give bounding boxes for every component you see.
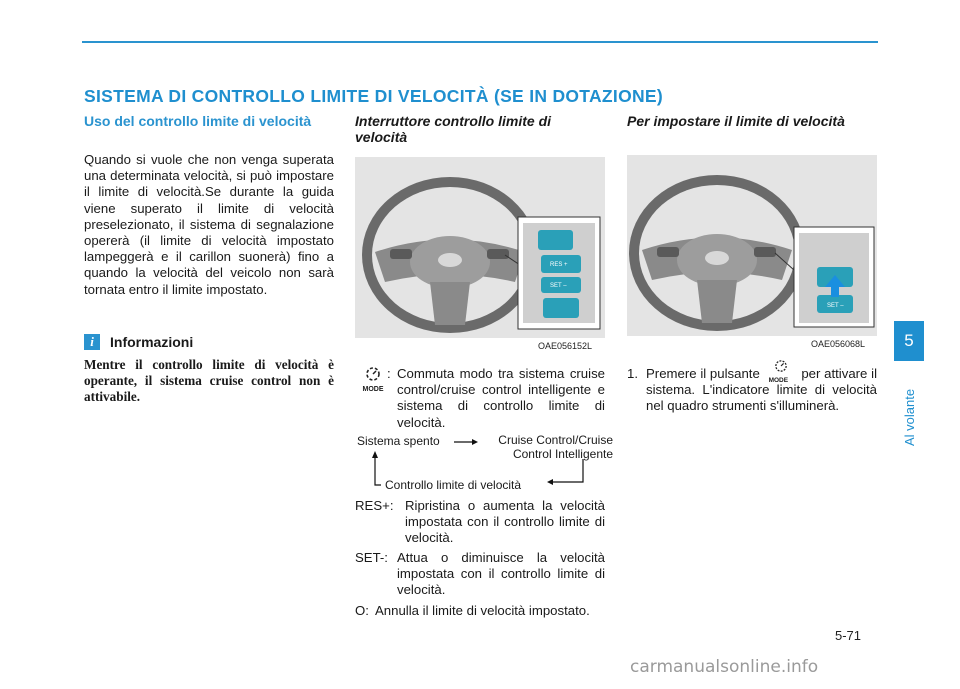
set-limit-heading: Per impostare il limite di velocità — [627, 113, 845, 129]
figure-code-2: OAE056068L — [811, 339, 866, 349]
step-1 — [627, 366, 877, 415]
info-title: Informazioni — [110, 334, 194, 350]
footer-watermark: carmanualsonline.info — [630, 657, 819, 677]
steering-wheel-illustration-2 — [627, 155, 877, 336]
res-description — [355, 498, 605, 547]
mode-button — [538, 230, 573, 250]
step-text-post: per attivare il sistema. L'indicatore limite di velocità nel quadro strumenti s'illuminerà. — [646, 366, 877, 414]
step-text-pre: Premere il pulsante — [646, 366, 760, 381]
subsection-title: Uso del controllo limite di velocità — [84, 113, 312, 129]
cancel-button — [543, 298, 579, 318]
steering-wheel-figure-1 — [355, 157, 605, 338]
chapter-number-tab: 5 — [894, 321, 924, 361]
res-prefix: RES+: — [355, 498, 394, 513]
chapter-label-text: Al volante — [902, 388, 917, 446]
res-zoom-label: RES + — [550, 262, 568, 268]
mode-icon — [355, 366, 391, 398]
diagram-limit-label: Controllo limite di velocità — [385, 478, 522, 492]
section-title: SISTEMA DI CONTROLLO LIMITE DI VELOCITÀ (SE IN DOTAZIONE) — [84, 86, 664, 106]
mode-icon-label-2: MODE — [768, 377, 789, 384]
res-desc-text: Ripristina o aumenta la velocità impostata con il controllo limite di velocità. — [405, 498, 605, 546]
o-desc-text: Annulla il limite di velocità impostato. — [375, 603, 590, 618]
figure-code-1: OAE056152L — [538, 341, 593, 351]
set-prefix: SET-: — [355, 550, 388, 565]
info-text: Mentre il controllo limite di velocità è operante, il sistema cruise control non è attivabile. — [84, 357, 334, 404]
info-icon: i — [84, 334, 100, 350]
mode-desc-text: Commuta modo tra sistema cruise control/cruise control intelligente e sistema di controllo limite di velocità. — [397, 366, 605, 430]
mode-icon-inline — [764, 366, 798, 382]
steering-wheel-illustration — [355, 157, 605, 338]
mode-cycle-diagram — [355, 433, 613, 494]
diagram-arrows — [355, 434, 605, 494]
mode-icon-label: MODE — [362, 386, 384, 393]
set-zoom-label-2: SET – — [827, 303, 844, 309]
header-rule — [82, 41, 878, 43]
mode-symbol-icon-2 — [772, 358, 790, 374]
steering-wheel-figure-2 — [627, 155, 877, 336]
chapter-label — [895, 370, 923, 450]
o-prefix: O: — [355, 603, 369, 618]
mode-description: MODE : Commuta modo tra sistema cruise control/cruise control intelligente e sistema di controllo limite di velocità. — [355, 366, 605, 431]
set-zoom-label: SET – — [550, 283, 567, 289]
intro-paragraph: Quando si vuole che non venga superata una determinata velocità, si può impostare il limite di velocità.Se durante la guida viene superato il limite di velocità preselezionato, il sistema di segnalazione opererà (il limite di velocità impostato lampeggerà e il carillon suonerà) fino a quando la velocità del veicolo non sarà tornata entro il limite impostato. — [84, 152, 334, 297]
cancel-description — [355, 603, 605, 619]
diagram-off-label: Sistema spento — [357, 434, 440, 448]
set-desc-text: Attua o diminuisce la velocità impostata con il controllo limite di velocità. — [397, 550, 605, 598]
page-number: 5-71 — [835, 628, 862, 643]
step-number: 1. — [627, 366, 638, 381]
switch-heading: Interruttore controllo limite di velocità — [355, 113, 552, 145]
set-description — [355, 550, 605, 599]
diagram-cruise-label: Cruise Control/Cruise Control Intelligente — [498, 433, 613, 461]
